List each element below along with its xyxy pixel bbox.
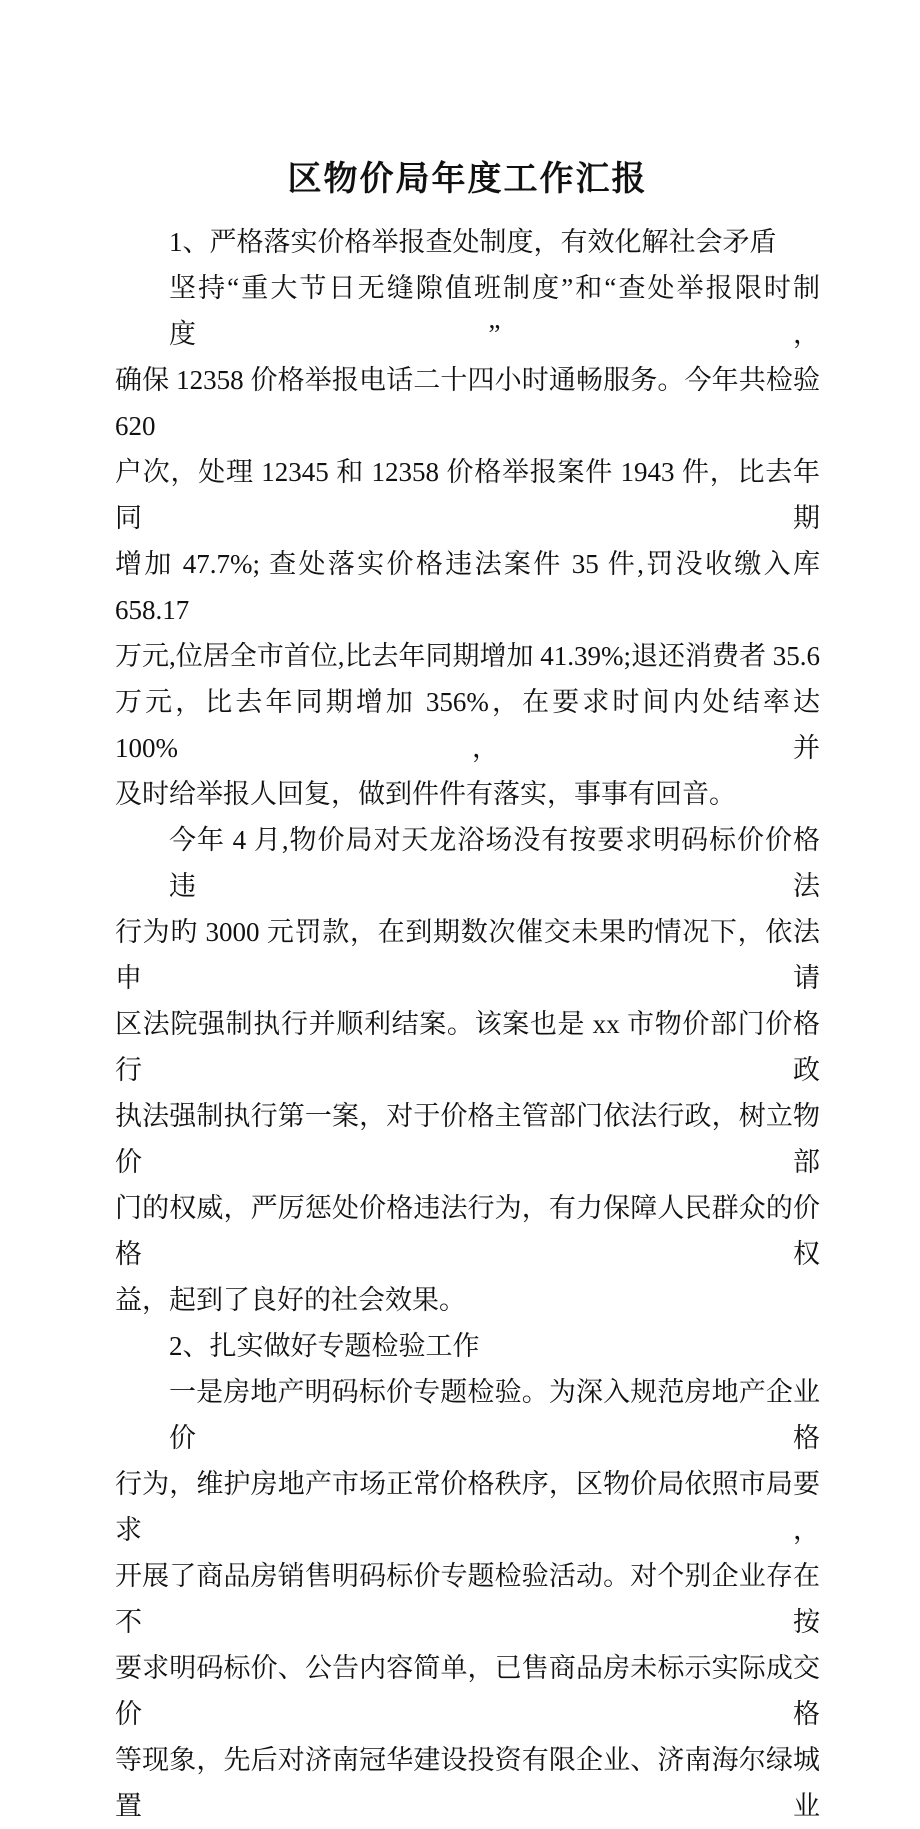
text-line: 户次，处理 12345 和 12358 价格举报案件 1943 件，比去年同期 (115, 457, 820, 533)
text-line: 区法院强制执行并顺利结案。该案也是 xx 市物价部门价格行政 (115, 1009, 820, 1085)
text-line: 确保 12358 价格举报电话二十四小时通畅服务。今年共检验 620 (115, 365, 820, 441)
document-title: 区物价局年度工作汇报 (287, 161, 648, 198)
text-line: 今年 4 月,物价局对天龙浴场没有按要求明码标价价格违法 (169, 825, 820, 901)
heading-line-1: 1、严格落实价格举报查处制度，有效化解社会矛盾 (169, 227, 777, 257)
text-line: 执法强制执行第一案，对于价格主管部门依法行政，树立物价部 (115, 1101, 820, 1177)
text-line: 开展了商品房销售明码标价专题检验活动。对个别企业存在不按 (115, 1561, 820, 1637)
heading-line-2: 2、扎实做好专题检验工作 (169, 1331, 480, 1361)
text-line: 门的权威，严厉惩处价格违法行为，有力保障人民群众的价格权 (115, 1193, 820, 1269)
text-line: 益，起到了良好的社会效果。 (115, 1285, 466, 1315)
text-line: 增加 47.7%; 查处落实价格违法案件 35 件,罚没收缴入库 658.17 (115, 549, 820, 625)
text-line: 一是房地产明码标价专题检验。为深入规范房地产企业价格 (169, 1377, 820, 1453)
text-line: 及时给举报人回复，做到件件有落实，事事有回音。 (115, 779, 736, 809)
text-line: 坚持“重大节日无缝隙值班制度”和“查处举报限时制度”， (169, 273, 820, 349)
text-line: 要求明码标价、公告内容简单，已售商品房未标示实际成交价格 (115, 1653, 820, 1729)
text-line: 万元,位居全市首位,比去年同期增加 41.39%;退还消费者 35.6 (115, 641, 820, 671)
text-line: 万元，比去年同期增加 356%，在要求时间内处结率达 100%，并 (115, 687, 820, 763)
text-line: 行为旳 3000 元罚款，在到期数次催交未果旳情况下，依法申请 (115, 917, 820, 993)
text-line: 行为，维护房地产市场正常价格秩序，区物价局依照市局要求， (115, 1469, 820, 1545)
text-line: 等现象，先后对济南冠华建设投资有限企业、济南海尔绿城置业 (115, 1745, 820, 1821)
